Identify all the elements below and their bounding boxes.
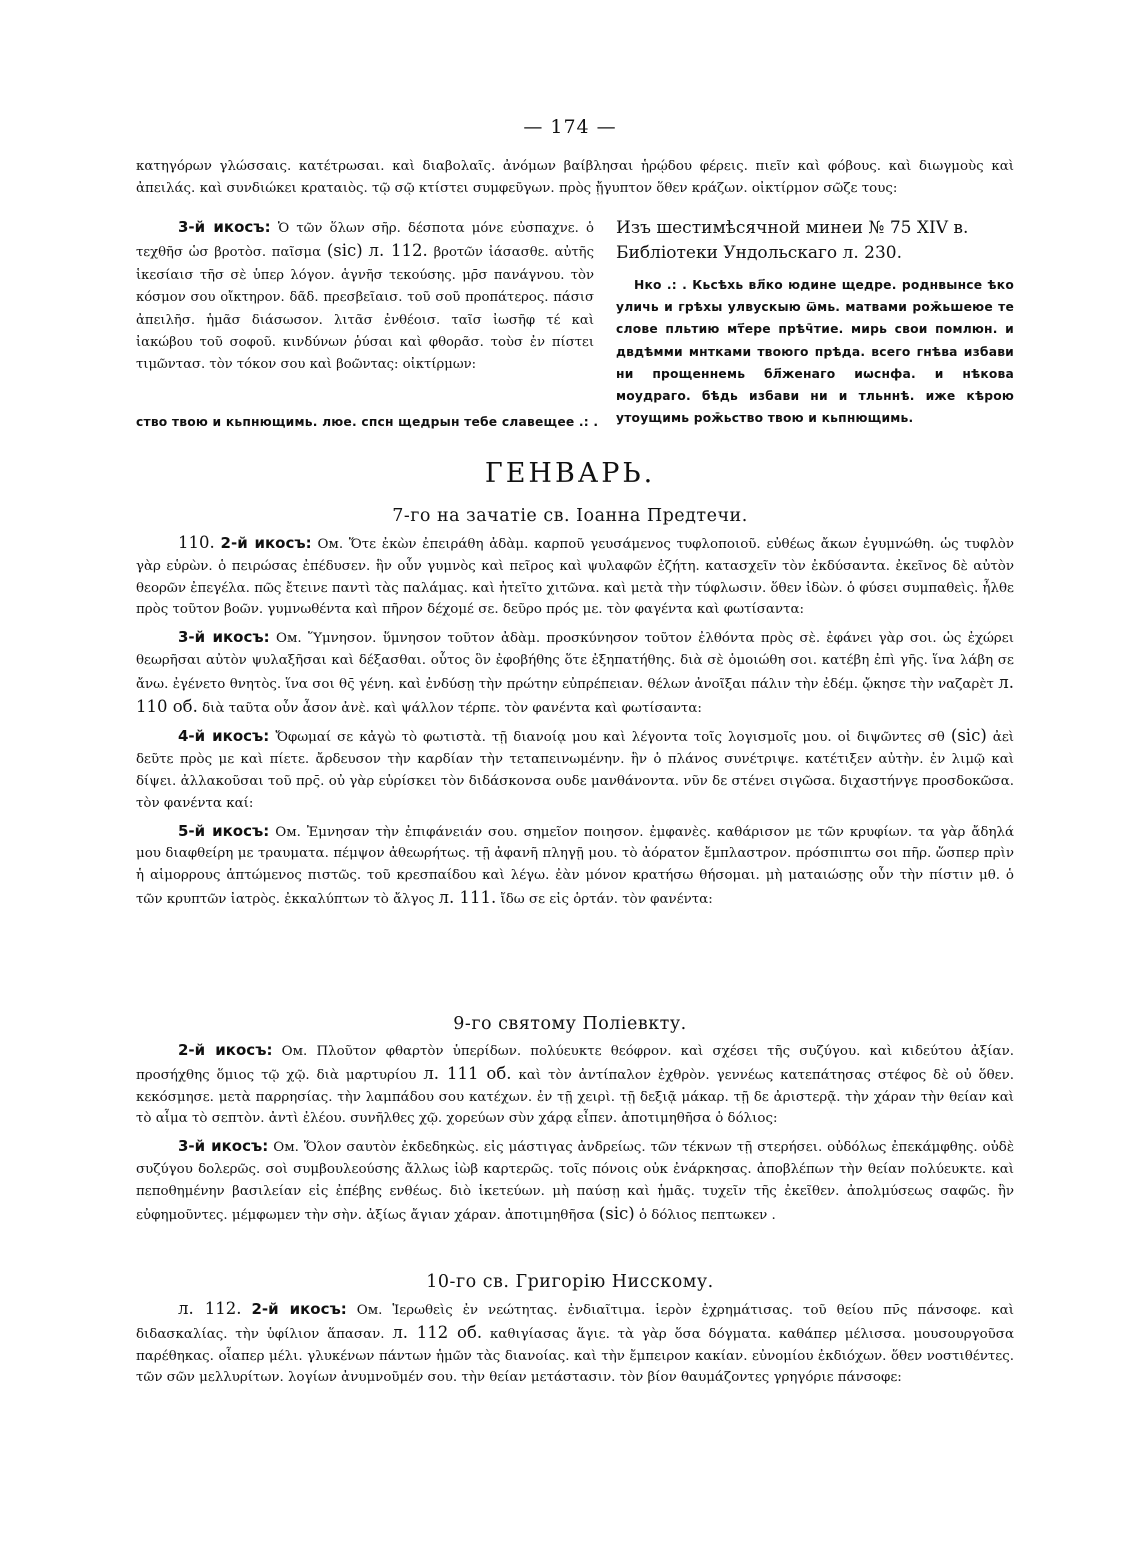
ikos-label: 3-й икосъ: xyxy=(178,628,270,647)
folio-ref: л. 111. xyxy=(438,887,497,907)
ikos-4-jan7 xyxy=(136,725,1014,814)
ikos-text-cont: ἴδω σε εἰς ὁρτάν. τὸν φανέντα: xyxy=(500,891,713,907)
ikos-2-jan7 xyxy=(136,532,1014,621)
ikos-text-cont: καὶ τὸν ἀντίπαλον ἐχθρὸν. γεννέως κατεπάτησας στέφος δὲ οὐ ὅθεν. κεκόσμησε. μετὰ παρρησίας. τὴν λαμπάδου σου κατέχων. ἐν τῇ χειρὶ. τῇ δεξιᾷ μάκαρ. τῇ δε ἀριστερᾷ. τὴν χάραν τὴν θείαν καὶ τὸ αἷμα τὸ σεπτὸν. ἀντὶ ἐλέου. συνῆλθες χῷ. χορεύων σὺν χάρᾳ εἶπεν. ἀποτιμηθῆσα ὁ δόλιος: xyxy=(136,1067,1014,1127)
folio-ref: л. 112. xyxy=(178,1299,242,1318)
paragraph-number: 110. xyxy=(178,533,215,552)
ikos-label: 2-й икосъ: xyxy=(220,534,312,552)
sic-note: (sic) xyxy=(326,241,363,261)
ikos-text: Ом. Ὕμνησον. ὕμνησον τοῦτον ἀδὰμ. προσκύνησον τοῦτον ἐλθόντα πρὸς σὲ. ἐφάνει γὰρ σοι. ὡς ἐχώρει θεωρῆσαι αὐτὸν ψυλαξῆσαι καὶ δέξασθαι. οὗτος ὃν ἐφοβήθης ὅτε ἐξηπατήθης. διὰ σὲ ὁμοιώθη σοι. κατέβη ἐπὶ γῆς. ἵνα λάβη σε ἄνω. ἐγένετο θνητὸς. ἵνα σοι θς̄ γένη. καὶ ἐνδύσῃ τὴν πρώτην εὐπρέπειαν. θέλων ἀνοῖξαι πάλιν τὴν ἐδέμ. ᾤκησε τὴν ναζαρὲτ xyxy=(136,631,1014,692)
folio-ref: л. 112. xyxy=(368,241,428,261)
folio-ref: л. 112 об. xyxy=(392,1322,483,1342)
ikos-label: 3-й икосъ: xyxy=(178,218,271,236)
slavonic-continuation-block xyxy=(136,411,1014,433)
ikos-label: 2-й икосъ: xyxy=(251,1300,347,1318)
ikos-2-jan10 xyxy=(136,1298,1014,1389)
page-number: — 174 — xyxy=(523,116,617,138)
section-title: ГЕНВАРЬ. xyxy=(484,458,656,489)
ikos-label: 2-й икосъ: xyxy=(178,1041,273,1059)
ikos-label: 4-й икосъ: xyxy=(178,727,270,746)
ikos-text-cont: διὰ ταῦτα οὖν ἆσον ἀνὲ. καὶ ψάλλον τέρπε. τὸν φανέντα καὶ φωτίσαντα: xyxy=(202,700,702,716)
ikos-text: Ом. Ἐμνησαν τὴν ἐπιφάνειάν σου. σημεῖον ποιησον. ἐμφανὲς. καθάρισον με τῶν κρυφίων. τα γὰρ ἄδηλά μου διαφθείρη με τραυματα. πέμψον ἀθεωρήτως. τῇ ἀφανῆ πληγῇ μου. τὸ ἀόρατον ἔμπλαστρον. πρόσπιπτω σοι πῆρ. ὥσπερ πρὶν ἡ αἱμορρους ἁπτώμενος πιστῶς. τοῦ κρεσπαίδου καὶ λέγω. ἐὰν μόνον κρατήσω θήσομαι. μὴ ματαιώσῃς οὖν τὴν πίστιν μθ. ὁ τῶν κρυπτῶν ἰατρὸς. ἐκκαλύπτων τὸ ἄλγος xyxy=(136,824,1015,907)
ikos-label: 5-й икосъ: xyxy=(178,821,270,840)
jan9-block xyxy=(136,1040,1014,1226)
ikos-label: 3-й икосъ: xyxy=(178,1137,269,1156)
slavonic-text: Нко .: . Кьсѣхь вл҃ко юдине щедре. роднвынсе ѣко уличь и грѣхы улвускыю ѿмь. матвами рож̄ьшеюе те слове пльтию мт҃ере прѣч̄тие. мирь свои помлюн. и двдѣмми мнтками твоюго прѣда. всего гнѣва избави ни прощеннемь бл҃женаго иѡснфа. и нѣкова моудраго. бѣдь избави ни и тльннѣ. иже кѣрою утоущимь рож̄ьство твою и кьпнющимь. xyxy=(616,278,1014,426)
ikos-5-jan7 xyxy=(136,821,1014,911)
ikos-text-cont: ὁ δόλιος πεπτωκεν . xyxy=(638,1207,776,1223)
ikos-text: Ом. Ὅτε ἐκὼν ἐπειράθη ἀδὰμ. καρποῦ γευσάμενος τυφλοποιοῦ. εὐθέως ἄκων ἐγυμνώθη. ὡς τυφλὸν γὰρ εὑρὼν. ὁ πειρώσας ἐπέδυσεν. ἣν οὖν γυμνὸς καὶ πεῖρος καὶ ψυλαφῶν ἐζήτη. κατασχεῖν τὸν ἐκδύσαντα. ἐκεῖνος δὲ αὐτὸν θεορῶν ἐπεγέλα. πῶς ἔτεινε παντὶ τὰς παλάμας. καὶ ἠτεῖτο χιτῶνα. καὶ μετὰ τὴν τύφλωσιν. ὅθεν ἰδὼν. ὁ φύσει συμπαθεὶς. ἦλθε πρὸς τοῦτον βοῶν. γυμνωθέντα καὶ πῆρον δέχομέ σε. δεῦρο πρός με. τὸν φαγέντα καὶ φωτίσαντα: xyxy=(136,537,1015,618)
ikos-text-cont: βροτῶν ἰάσασθε. αὐτῆς ἱκεσίαισ τῆσ σὲ ὑπερ λόγον. ἁγνῆσ τεκούσης. μρ̄σ πανάγνου. τὸν κόσμον σου οἴκτηρον. δᾶδ. πρεσβεῖαισ. τοῦ σοῦ προπάτερος. πάσισ ἀπειλῆσ. ἡμᾶσ διάσωσον. λιτᾶσ ἐνθέοισ. ταῖσ ἰωσῆφ τέ καὶ ἰακώβου τοῦ σοφοῦ. κινδύνων ῥύσαι καὶ φθορᾶσ. τοὺσ ἐν πίστει τιμῶντασ. τὸν τόκον σου καὶ βοῶντας: οἰκτίρμων: xyxy=(136,245,594,373)
top-paragraph: κατηγόρων γλώσσαις. κατέτρωσαι. καὶ διαβολαῖς. ἀνόμων βαίβλησαι ἡρῴδου φέρεις. πιεῖν καὶ φόβους. καὶ διωγμοὺς καὶ ἀπειλάς. καὶ συνδιώκει κραταιὸς. τῷ σῷ κτίστει συμφεῦγων. πρὸς ᾔγυπτον ὅθεν κράζων. οἰκτίρμον σῶζε τους: xyxy=(136,159,1014,196)
source-note: Изъ шестимѣсячной минеи № 75 XIV в. Библіотеки Ундольскаго л. 230. xyxy=(616,218,969,263)
ikos-text: Ом. Ὅλον σαυτὸν ἐκδεδηκὼς. εἰς μάστιγας ἀνδρείως. τῶν τέκνων τῇ στερήσει. οὐδόλως ἐπεκάμφθης. οὐδὲ συζύγου δολερῶς. σοὶ συμβουλεούσης ἄλλως ἰὼβ καρτερῶς. τοῖς πόνοις οὐκ ἐνάρκησας. ἀποβλέπων τὴν θείαν πολύευκτε. καὶ πεποθημένην βασιλείαν εἰς ἐπέβης ενθέως. διὸ ἱκετεύων. μὴ παύσῃ καὶ ἡμᾶς. τυχεῖν τῆς ἐκεῖθεν. ἀπολμύσεως σαφῶς. ἣν εὐφημοῦντες. μέμφωμεν τὴν σὴν. ἀξίως ἄγιαν χάραν. ἀποτιμηθῆσα xyxy=(136,1140,1015,1223)
folio-ref: л. 110 об. xyxy=(136,672,1014,716)
ikos-3-jan7 xyxy=(136,627,1014,719)
ikos-text: Ом. Ἱερωθεὶς ἐν νεώτητας. ἐνδιαῖτιμα. ἱερὸν ἐχρημάτισας. τοῦ θείου πν̄ς πάνσοφε. καὶ διδασκαλίας. τὴν ὑφίλιον ἅπασαν. xyxy=(136,1303,1014,1342)
ikos-text: Ὁ τῶν ὅλων σῆρ. δέσποτα μόνε εὐσπαχνε. ὁ τεχθῆσ ὡσ βροτὸσ. παῖσμα xyxy=(136,221,594,261)
top-paragraph-block xyxy=(136,156,1014,200)
ikos-3-jan9 xyxy=(136,1136,1014,1226)
subheading-jan7: 7-го на зачатіе св. Іоанна Предтечи. xyxy=(392,506,748,526)
jan7-block xyxy=(136,532,1014,911)
ikos-text-cont: καθιγίασας ἅγιε. τὰ γὰρ ὅσα δόγματα. καθάπερ μέλισσα. μουσουργοῦσα παρέθηκας. οἷαπερ μέλι. γλυκένων πάντων ἡμῶν τὰς διανοίας. καὶ τὴν ἔμπειρον κακίαν. εὐνομίου ἐκδιόχων. ὅθεν νοστιθέντες. τῶν σῶν μελλυρίτων. λογίων ἀνυμνοῦμέν σου. τὴν θείαν μετάστασιν. τὸν βίον θαυμάζοντες γρηγόριε πάνσοφε: xyxy=(136,1326,1014,1386)
ikos-text: Ὄφωμαί σε κἀγὼ τὸ φωτιστὰ. τῇ διανοίᾳ μου καὶ λέγοντα τοῖς λογισμοῖς μου. οἱ διψῶντες σθ xyxy=(275,730,945,746)
left-column-greek xyxy=(136,216,594,377)
ikos-text-cont: ἀεὶ δεῦτε πρὸς με καὶ πίετε. ἄρδευσον τὴν καρδίαν τὴν τεταπεινωμένην. ἣν ὁ πλάνος συνέτριψε. κατέτιξεν αὐτὴν. ἐν λιμῷ καὶ δίψει. ἀλλακοῦσαι τοῦ πρς̄. οὐ γὰρ εὑρίσκει τὸν διδάσκονσα ουδε μανθάνοντα. νῦν δε στένει σιγῶσα. διχαστήνγε προσδοκῶσα. τὸν φανέντα καί: xyxy=(136,730,1015,811)
ikos-2-jan9 xyxy=(136,1040,1014,1130)
jan10-block xyxy=(136,1298,1014,1389)
subheading-jan10: 10-го св. Григорію Нисскому. xyxy=(426,1272,714,1292)
folio-ref: л. 111 об. xyxy=(423,1063,512,1083)
sic-note: (sic) xyxy=(950,726,987,746)
right-column-slavonic xyxy=(616,216,1014,429)
ikos-text: Ом. Πλοῦτον φθαρτὸν ὑπερίδων. πολύευκτε θεόφρον. καὶ σχέσει τῆς συζύγου. καὶ κιδεύτου ἀξίαν. προσήχθης ὅμιος τῷ χῷ. διὰ μαρτυρίου xyxy=(136,1044,1014,1083)
slavonic-continuation: ство твою и кьпнющимь. люе. спсн щедрын тебе славещее .: . xyxy=(136,415,599,429)
ikos-3-greek xyxy=(136,216,594,377)
sic-note: (sic) xyxy=(598,1203,635,1223)
subheading-jan9: 9-го святому Поліевкту. xyxy=(453,1014,687,1034)
